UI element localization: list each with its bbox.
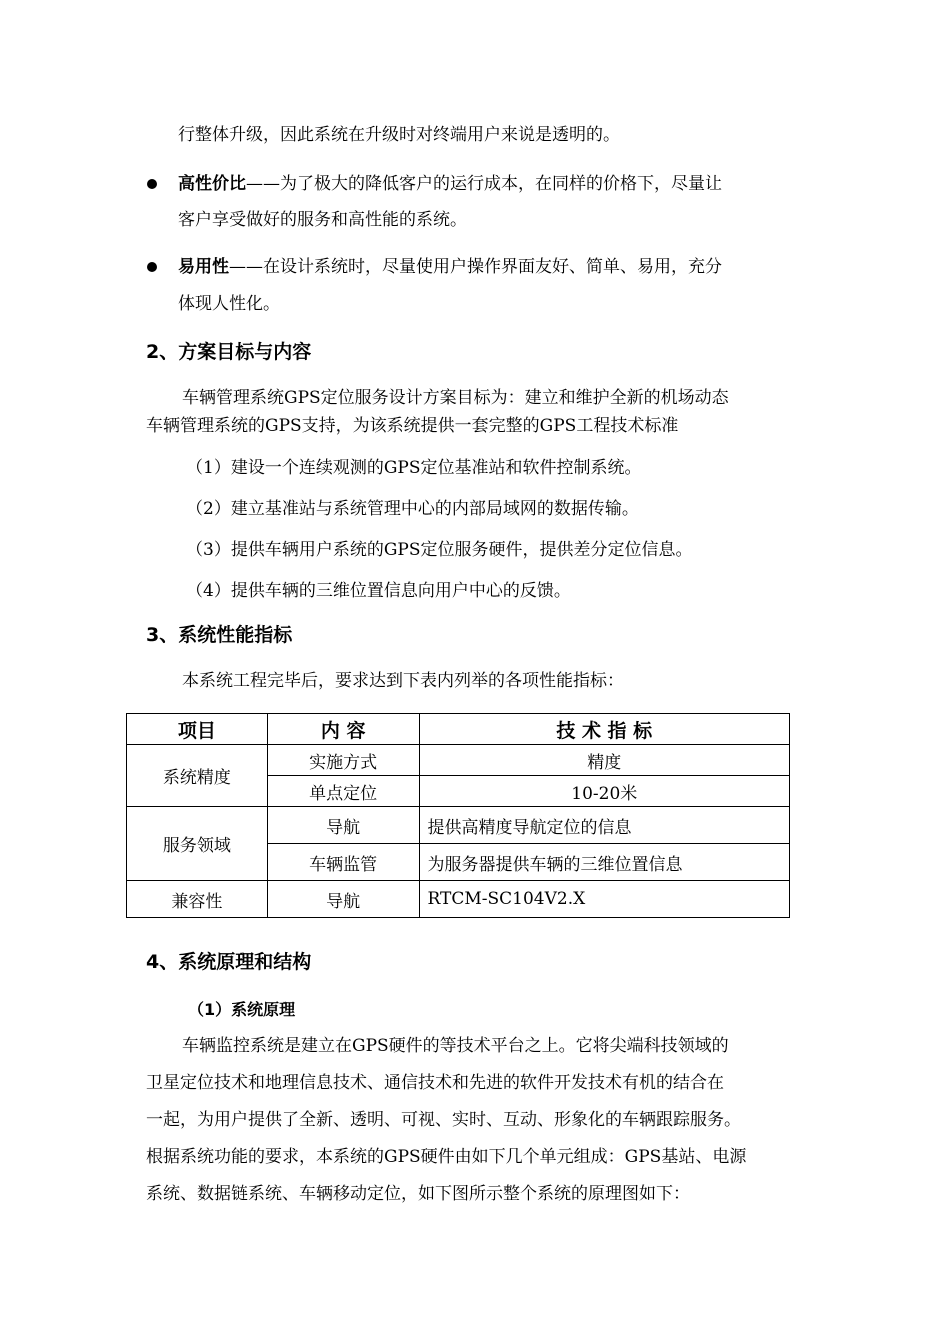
section-4-line-4: 根据系统功能的要求，本系统的GPS硬件由如下几个单元组成：GPS基站、电源	[146, 1147, 747, 1167]
table-cell-content: 导航	[267, 881, 419, 918]
section-4-subheading: （1）系统原理	[188, 1000, 296, 1019]
table-cell-spec: RTCM-SC104V2.X	[419, 881, 789, 918]
bullet-1-line-2: 客户享受做好的服务和高性能的系统。	[178, 210, 467, 230]
section-2-heading: 2、方案目标与内容	[146, 341, 312, 363]
bullet-2-term: 易用性	[178, 257, 229, 277]
table-row	[127, 745, 790, 776]
table-cell-item: 服务领域	[127, 807, 268, 881]
table-cell-content: 导航	[267, 807, 419, 844]
section-2-paragraph-line-1: 车辆管理系统GPS定位服务设计方案目标为：建立和维护全新的机场动态	[182, 388, 729, 408]
bullet-1-text: ——为了极大的降低客户的运行成本，在同样的价格下，尽量让	[246, 174, 722, 194]
table-cell-spec: 精度	[419, 745, 789, 776]
bullet-icon	[147, 262, 157, 272]
bullet-icon	[147, 179, 157, 189]
table-row	[127, 881, 790, 918]
section-3-intro: 本系统工程完毕后，要求达到下表内列举的各项性能指标：	[182, 671, 624, 691]
section-2-paragraph-line-2: 车辆管理系统的GPS支持，为该系统提供一套完整的GPS工程技术标准	[146, 416, 679, 436]
column-header-spec: 技 术 指 标	[419, 714, 789, 745]
table-row	[127, 807, 790, 844]
table-cell-item: 系统精度	[127, 745, 268, 807]
section-2-item-2: （2）建立基准站与系统管理中心的内部局域网的数据传输。	[186, 499, 639, 519]
table-cell-content: 实施方式	[267, 745, 419, 776]
table-header-row	[127, 714, 790, 745]
bullet-1-term: 高性价比	[178, 174, 246, 194]
bullet-1-line-1	[178, 173, 722, 195]
section-3-heading: 3、系统性能指标	[146, 624, 293, 646]
table-cell-spec: 10-20米	[419, 776, 789, 807]
section-4-line-5: 系统、数据链系统、车辆移动定位，如下图所示整个系统的原理图如下：	[146, 1184, 690, 1204]
section-2-item-4: （4）提供车辆的三维位置信息向用户中心的反馈。	[186, 581, 571, 601]
bullet-2-text: ——在设计系统时，尽量使用户操作界面友好、简单、易用，充分	[229, 257, 722, 277]
performance-table	[126, 713, 790, 918]
table-cell-item: 兼容性	[127, 881, 268, 918]
section-2-item-3: （3）提供车辆用户系统的GPS定位服务硬件，提供差分定位信息。	[186, 540, 693, 560]
section-4-line-1: 车辆监控系统是建立在GPS硬件的等技术平台之上。它将尖端科技领域的	[182, 1036, 729, 1056]
table-cell-spec: 提供高精度导航定位的信息	[419, 807, 789, 844]
table-cell-spec: 为服务器提供车辆的三维位置信息	[419, 844, 789, 881]
bullet-2-line-1	[178, 256, 722, 278]
section-2-item-1: （1）建设一个连续观测的GPS定位基准站和软件控制系统。	[186, 458, 642, 478]
section-4-line-2: 卫星定位技术和地理信息技术、通信技术和先进的软件开发技术有机的结合在	[146, 1073, 724, 1093]
bullet-2-line-2: 体现人性化。	[178, 294, 280, 314]
column-header-item: 项目	[127, 714, 268, 745]
column-header-content: 内 容	[267, 714, 419, 745]
continued-paragraph: 行整体升级，因此系统在升级时对终端用户来说是透明的。	[178, 125, 620, 145]
table-cell-content: 单点定位	[267, 776, 419, 807]
table-cell-content: 车辆监管	[267, 844, 419, 881]
section-4-heading: 4、系统原理和结构	[146, 951, 312, 973]
section-4-line-3: 一起，为用户提供了全新、透明、可视、实时、互动、形象化的车辆跟踪服务。	[146, 1110, 741, 1130]
